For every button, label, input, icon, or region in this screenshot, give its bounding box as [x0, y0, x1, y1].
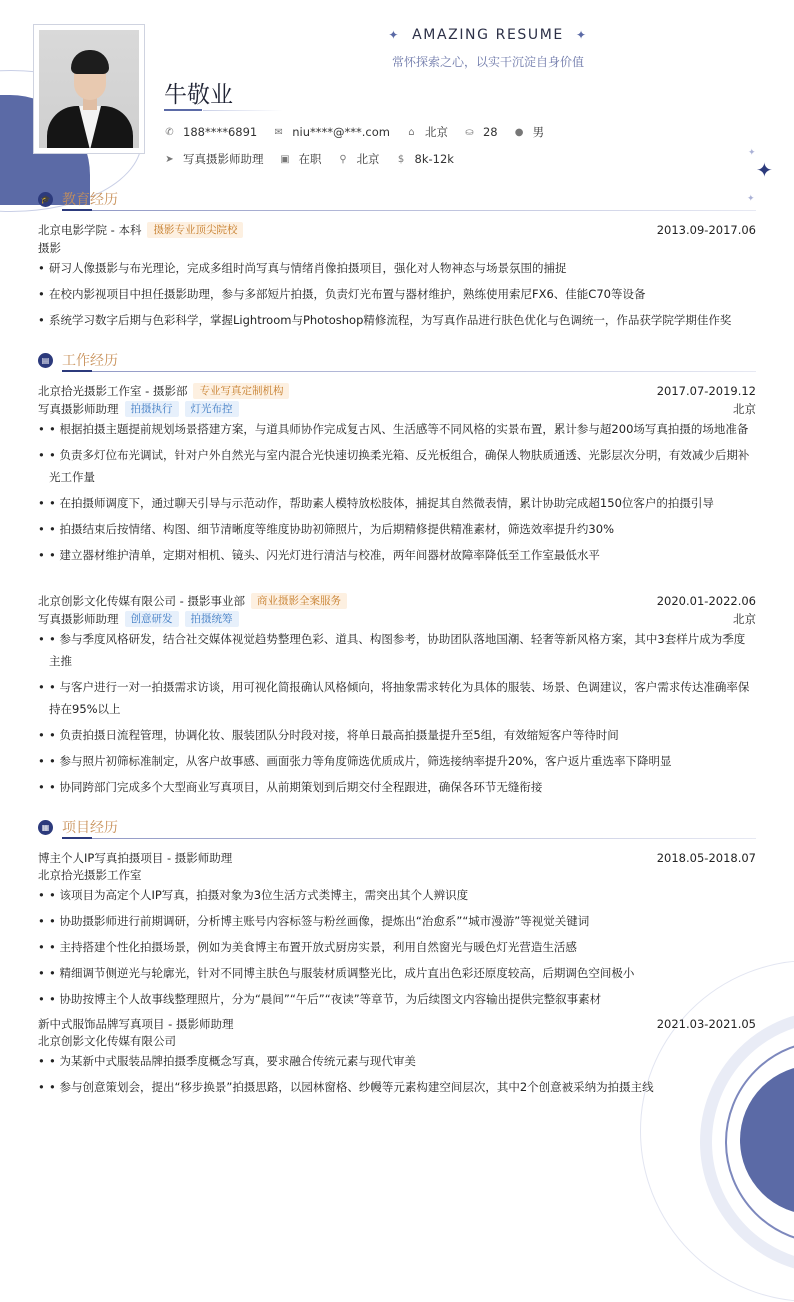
list-item: • • 该项目为高定个人IP写真，拍摄对象为3位生活方式类博主，需突出其个人辨识度 [38, 884, 756, 906]
list-item: • • 参与季度风格研发，结合社交媒体视觉趋势整理色彩、道具、构图参考，协助团队落地国潮、轻奢等新风格方案，其中3套样片成为季度主推 [38, 628, 756, 672]
resume-subtitle: 常怀探索之心，以实干沉淀自身价值 [391, 55, 584, 69]
job-role-row [38, 401, 756, 417]
project-row [38, 1016, 756, 1032]
job-date: 2017.07-2019.12 [656, 384, 756, 398]
list-item: • • 负责多灯位布光调试，针对户外自然光与室内混合光快速切换柔光箱、反光板组合，确保人物肤质通透、光影层次分明，有效减少后期补光工作量 [38, 444, 756, 488]
section-rule [62, 371, 756, 372]
list-item: • 系统学习数字后期与色彩科学，掌握Lightroom与Photoshop精修流程，为写真作品进行肤色优化与色调统一，作品获学院学期佳作奖 [38, 309, 756, 331]
project-row [38, 850, 756, 866]
list-item: • • 精细调节侧逆光与轮廓光，针对不同博主肤色与服装材质调整光比，成片直出色彩还原度较高，后期调色空间极小 [38, 962, 756, 984]
company-tag: 专业写真定制机构 [193, 383, 289, 399]
project-date: 2018.05-2018.07 [656, 851, 756, 865]
graduation-icon: 🎓 [38, 192, 53, 207]
sparkle-icon: ✦ [748, 148, 756, 158]
gender: 男 [532, 125, 545, 139]
resume-title-text: AMAZING RESUME [412, 27, 564, 43]
list-item: • 研习人像摄影与布光理论，完成多组时尚写真与情绪肖像拍摄项目，强化对人物神态与场景氛围的捕捉 [38, 257, 756, 279]
briefcase-icon: ▣ [280, 153, 290, 165]
section-accent [62, 370, 92, 372]
skill-tag: 拍摄统筹 [185, 611, 239, 627]
skill-tag: 灯光布控 [185, 401, 239, 417]
job-role: 写真摄影师助理 [38, 402, 119, 416]
list-item: • 在校内影视项目中担任摄影助理，参与多部短片拍摄，负责灯光布置与器材维护，熟练使用索尼FX6、佳能C70等设备 [38, 283, 756, 305]
education-row [38, 222, 756, 238]
major: 摄影 [38, 241, 61, 255]
section-title: 工作经历 [62, 353, 118, 369]
list-item: • • 在拍摄师调度下，通过聊天引导与示范动作，帮助素人模特放松肢体，捕捉其自然微表情，累计协助完成超150位客户的拍摄引导 [38, 492, 756, 514]
list-item: • • 参与照片初筛标准制定，从客户故事感、画面张力等角度筛选优质成片，筛选接纳率提升20%，客户返片重选率下降明显 [38, 750, 756, 772]
sparkle-icon: ✦ [756, 158, 773, 182]
section-title: 教育经历 [62, 192, 118, 208]
education-bullets [38, 257, 756, 335]
name-underline [164, 109, 202, 111]
resume-title [388, 27, 588, 43]
phone-icon: ✆ [165, 126, 174, 138]
project-date: 2021.03-2021.05 [656, 1017, 756, 1031]
job-bullets [38, 628, 756, 802]
skill-tag: 创意研发 [125, 611, 179, 627]
city: 北京 [424, 125, 448, 139]
target-city: 北京 [356, 152, 380, 166]
job-role-row [38, 611, 756, 627]
home-icon: ⌂ [408, 126, 415, 138]
education-section-header [38, 190, 756, 212]
list-item: • • 协同跨部门完成多个大型商业写真项目，从前期策划到后期交付全程跟进，确保各环节无缝衔接 [38, 776, 756, 798]
cake-icon: ⛀ [465, 126, 474, 138]
education-date: 2013.09-2017.06 [656, 223, 756, 237]
section-title: 项目经历 [62, 820, 118, 836]
list-item: • • 协助摄影师进行前期调研，分析博主账号内容标签与粉丝画像，提炼出“治愈系”“城市漫游”等视觉关键词 [38, 910, 756, 932]
sparkle-icon: ✦ [747, 194, 755, 204]
list-item: • • 负责拍摄日流程管理，协调化妆、服装团队分时段对接，将单日最高拍摄量提升至5组，有效缩短客户等待时间 [38, 724, 756, 746]
contact-row [164, 124, 560, 140]
list-item: • • 与客户进行一对一拍摄需求访谈，用可视化简报确认风格倾向，将抽象需求转化为具体的服装、场景、色调建议，客户需求传达准确率保持在95%以上 [38, 676, 756, 720]
list-item: • • 为某新中式服装品牌拍摄季度概念写真，要求融合传统元素与现代审美 [38, 1050, 756, 1072]
skill-tag: 拍摄执行 [125, 401, 179, 417]
job-status: 在职 [298, 152, 322, 166]
list-item: • • 拍摄结束后按情绪、构图、细节清晰度等维度协助初筛照片，为后期精修提供精准素材，筛选效率提升约30% [38, 518, 756, 540]
company-tag: 商业摄影全案服务 [251, 593, 347, 609]
project-bullets [38, 1050, 756, 1102]
job-location: 北京 [733, 612, 756, 626]
job-row [38, 593, 756, 609]
job-bullets [38, 418, 756, 570]
project-name: 新中式服饰品牌写真项目 - 摄影师助理 [38, 1017, 234, 1031]
section-accent [62, 837, 92, 839]
list-item: • • 协助按博主个人故事线整理照片，分为“晨间”“午后”“夜读”等章节，为后续图文内容输出提供完整叙事素材 [38, 988, 756, 1010]
project-org: 北京拾光摄影工作室 [38, 868, 142, 882]
phone: 188****6891 [183, 125, 258, 139]
age: 28 [482, 125, 498, 139]
grid-icon: ▦ [38, 820, 53, 835]
list-item: • • 根据拍摄主题提前规划场景搭建方案，与道具师协作完成复古风、生活感等不同风格的实景布置，累计参与超200场写真拍摄的场地准备 [38, 418, 756, 440]
candidate-name: 牛敬业 [164, 82, 233, 108]
list-item: • • 主持搭建个性化拍摄场景，例如为美食博主布置开放式厨房实景，利用自然窗光与暖色灯光营造生活感 [38, 936, 756, 958]
section-accent [62, 209, 92, 211]
profile-photo [33, 24, 145, 154]
sparkle-icon: ✦ [575, 28, 588, 42]
company-name: 北京拾光摄影工作室 - 摄影部 [38, 384, 188, 398]
job-row [38, 383, 756, 399]
job-location: 北京 [733, 402, 756, 416]
job-role: 写真摄影师助理 [38, 612, 119, 626]
gender-icon: ● [514, 126, 524, 138]
mail-icon: ✉ [274, 126, 283, 138]
work-section-header [38, 351, 756, 373]
section-rule [62, 210, 756, 211]
job-date: 2020.01-2022.06 [656, 594, 756, 608]
project-bullets [38, 884, 756, 1014]
briefcase-icon: ▤ [38, 353, 53, 368]
project-name: 博主个人IP写真拍摄项目 - 摄影师助理 [38, 851, 233, 865]
section-rule [62, 838, 756, 839]
send-icon: ➤ [165, 153, 174, 165]
target-position: 写真摄影师助理 [183, 152, 264, 166]
avatar [39, 30, 139, 148]
salary: 8k-12k [414, 152, 454, 166]
intent-row [164, 151, 470, 167]
project-org: 北京创影文化传媒有限公司 [38, 1034, 176, 1048]
email: niu****@***.com [292, 125, 390, 139]
school-tag: 摄影专业顶尖院校 [147, 222, 243, 238]
sparkle-icon: ✦ [388, 28, 401, 42]
location-icon: ⚲ [339, 153, 347, 165]
school-name: 北京电影学院 - 本科 [38, 223, 142, 237]
list-item: • • 参与创意策划会，提出“移步换景”拍摄思路，以园林窗格、纱幔等元素构建空间层次，其中2个创意被采纳为拍摄主线 [38, 1076, 756, 1098]
project-section-header [38, 818, 756, 840]
company-name: 北京创影文化传媒有限公司 - 摄影事业部 [38, 594, 245, 608]
salary-icon: $ [397, 153, 405, 165]
list-item: • • 建立器材维护清单，定期对相机、镜头、闪光灯进行清洁与校准，两年间器材故障率降低至工作室最低水平 [38, 544, 756, 566]
name-underline-fade [203, 110, 283, 111]
